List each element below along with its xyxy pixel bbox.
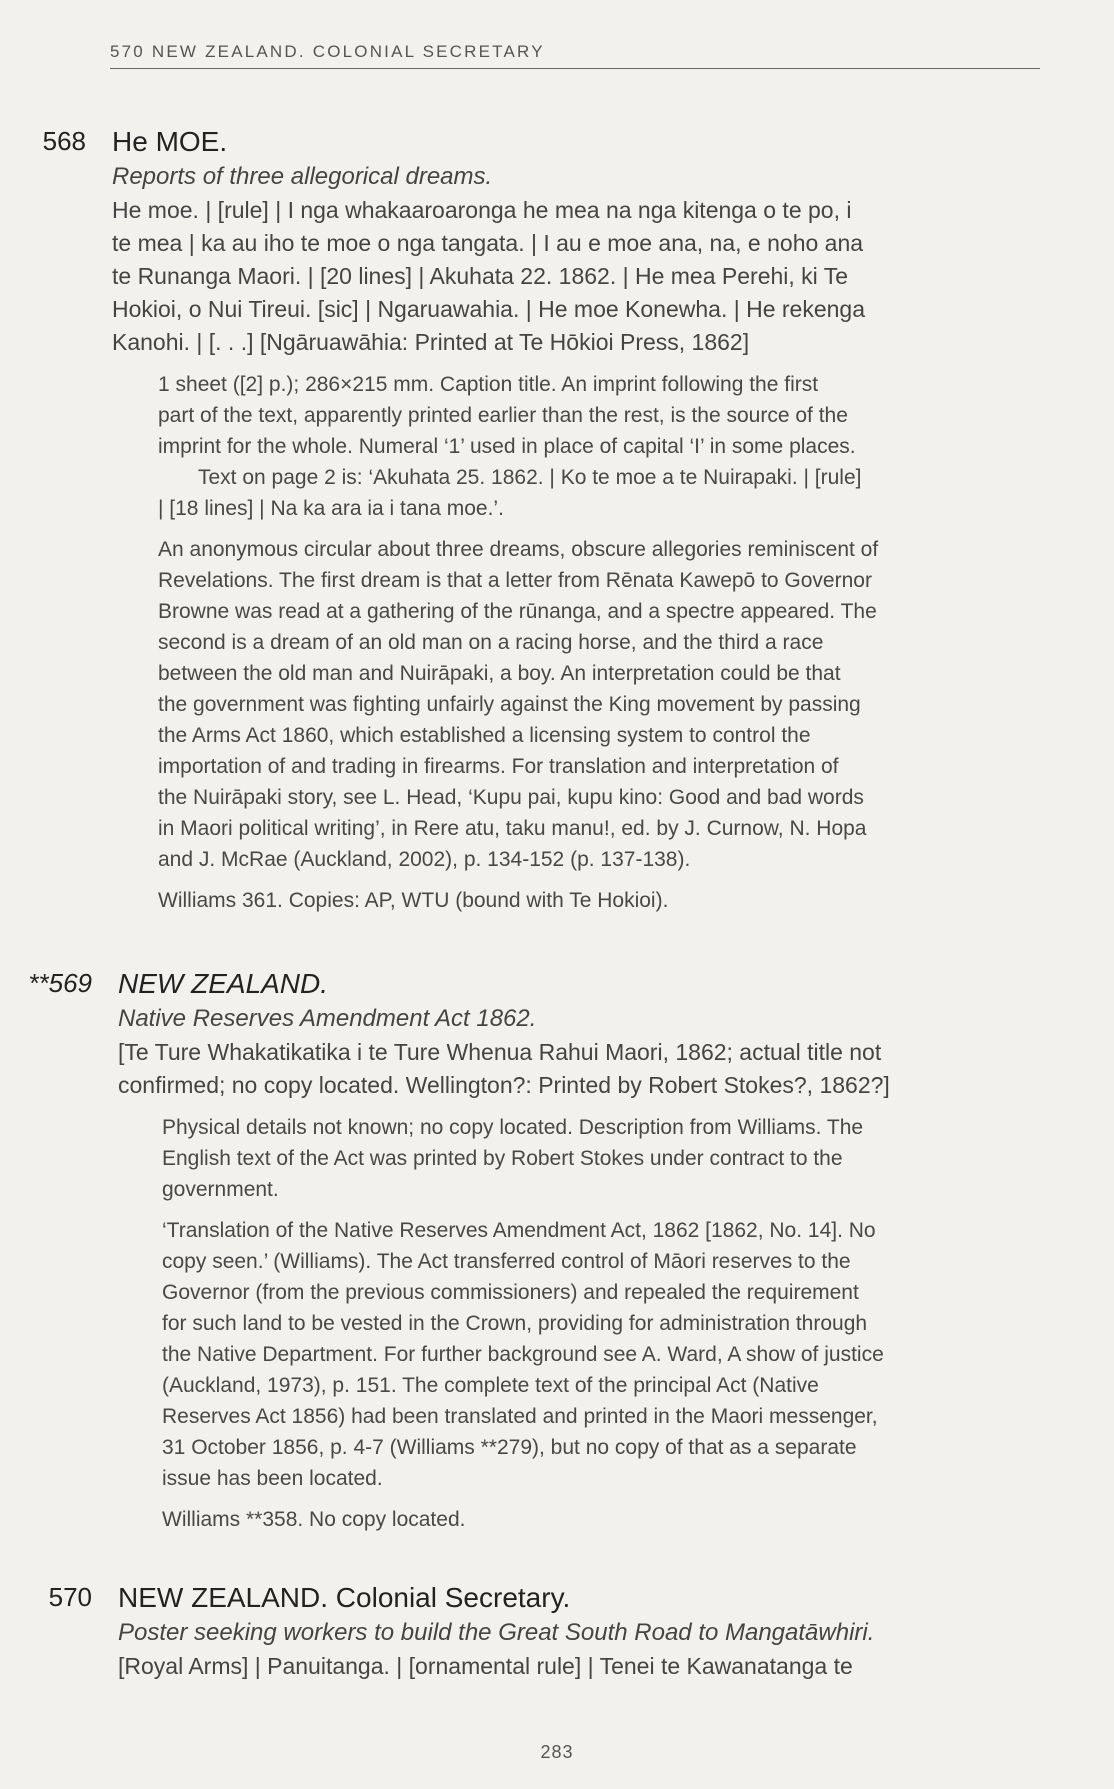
entry-number: 568 — [42, 126, 86, 156]
note-line: the Arms Act 1860, which established a licensing system to control the — [158, 724, 811, 747]
entry-heading: He MOE. — [112, 126, 228, 157]
entry-number: **569 — [28, 968, 92, 998]
note-line: government. — [162, 1178, 279, 1201]
note-line: Revelations. The first dream is that a letter from Rēnata Kawepō to Governor — [158, 569, 872, 592]
note-line: the government was fighting unfairly against the King movement by passing — [158, 693, 861, 716]
note-line: Physical details not known; no copy located. Description from Williams. The — [162, 1116, 864, 1139]
note-line: Text on page 2 is: ‘Akuhata 25. 1862. | Ko te moe a te Nuirapaki. | [rule] — [198, 466, 862, 489]
entry-heading: NEW ZEALAND. Colonial Secretary. — [118, 1582, 571, 1613]
note-line: importation of and trading in firearms. For translation and interpretation of — [158, 755, 839, 778]
title-line: te Runanga Maori. | [20 lines] | Akuhata 22. 1862. | He mea Perehi, ki Te — [112, 263, 849, 289]
title-line: Kanohi. | [. . .] [Ngāruawāhia: Printed at Te Hōkioi Press, 1862] — [112, 329, 750, 355]
title-page-transcription — [112, 194, 1032, 359]
note-line: (Auckland, 1973), p. 151. The complete text of the principal Act (Native — [162, 1374, 819, 1397]
title-line: [Royal Arms] | Panuitanga. | [ornamental rule] | Tenei te Kawanatanga te — [118, 1653, 853, 1679]
title-line: te mea | ka au iho te moe o nga tangata. | I au e moe ana, na, e noho ana — [112, 230, 864, 256]
title-line: He moe. | [rule] | I nga whakaaroaronga he mea na nga kitenga o te po, i — [112, 197, 852, 223]
running-head: 570 NEW ZEALAND. COLONIAL SECRETARY — [110, 42, 1040, 69]
title-line: confirmed; no copy located. Wellington?: Printed by Robert Stokes?, 1862?] — [118, 1072, 890, 1098]
note-line: in Maori political writing’, in Rere atu, taku manu!, ed. by J. Curnow, N. Hopa — [158, 817, 867, 840]
note-line: An anonymous circular about three dreams, obscure allegories reminiscent of — [158, 538, 879, 561]
note-line: ‘Translation of the Native Reserves Amendment Act, 1862 [1862, No. 14]. No — [162, 1219, 876, 1242]
entry-subtitle: Reports of three allegorical dreams. — [112, 163, 493, 190]
note-line: issue has been located. — [162, 1467, 383, 1490]
title-line: [Te Ture Whakatikatika i te Ture Whenua Rahui Maori, 1862; actual title not — [118, 1039, 882, 1065]
note-line: second is a dream of an old man on a racing horse, and the third a race — [158, 631, 824, 654]
note-line: 31 October 1856, p. 4-7 (Williams **279), but no copy of that as a separate — [162, 1436, 857, 1459]
physical-description — [158, 369, 1038, 916]
note-line: the Native Department. For further background see A. Ward, A show of justice — [162, 1343, 884, 1366]
note-line: for such land to be vested in the Crown, providing for administration through — [162, 1312, 868, 1335]
page-number: 283 — [540, 1742, 574, 1762]
note-line: Governor (from the previous commissioners) and repealed the requirement — [162, 1281, 859, 1304]
note-line: and J. McRae (Auckland, 2002), p. 134-152 (p. 137-138). — [158, 848, 691, 871]
physical-description — [162, 1112, 1042, 1535]
title-page-transcription — [118, 1650, 1038, 1683]
note-line: imprint for the whole. Numeral ‘1’ used in place of capital ‘I’ in some places. — [158, 435, 856, 458]
note-line: between the old man and Nuirāpaki, a boy. An interpretation could be that — [158, 662, 841, 685]
note-line: part of the text, apparently printed earlier than the rest, is the source of the — [158, 404, 848, 427]
citation-line: Williams 361. Copies: AP, WTU (bound with Te Hokioi). — [158, 889, 669, 912]
note-line: the Nuirāpaki story, see L. Head, ‘Kupu pai, kupu kino: Good and bad words — [158, 786, 864, 809]
note-line: 1 sheet ([2] p.); 286×215 mm. Caption title. An imprint following the first — [158, 373, 819, 396]
note-line: Reserves Act 1856) had been translated and printed in the Maori messenger, — [162, 1405, 878, 1428]
entry-heading: NEW ZEALAND. — [118, 968, 329, 999]
note-line: English text of the Act was printed by Robert Stokes under contract to the — [162, 1147, 843, 1170]
entry-subtitle: Poster seeking workers to build the Great South Road to Mangatāwhiri. — [118, 1619, 875, 1646]
entry-subtitle: Native Reserves Amendment Act 1862. — [118, 1005, 537, 1032]
title-line: Hokioi, o Nui Tireui. [sic] | Ngaruawahia. | He moe Konewha. | He rekenga — [112, 296, 866, 322]
note-line: copy seen.’ (Williams). The Act transferred control of Māori reserves to the — [162, 1250, 851, 1273]
entry-number: 570 — [48, 1582, 92, 1612]
title-page-transcription — [118, 1036, 1038, 1102]
note-line: | [18 lines] | Na ka ara ia i tana moe.’. — [158, 497, 504, 520]
citation-line: Williams **358. No copy located. — [162, 1508, 466, 1531]
note-line: Browne was read at a gathering of the rūnanga, and a spectre appeared. The — [158, 600, 877, 623]
